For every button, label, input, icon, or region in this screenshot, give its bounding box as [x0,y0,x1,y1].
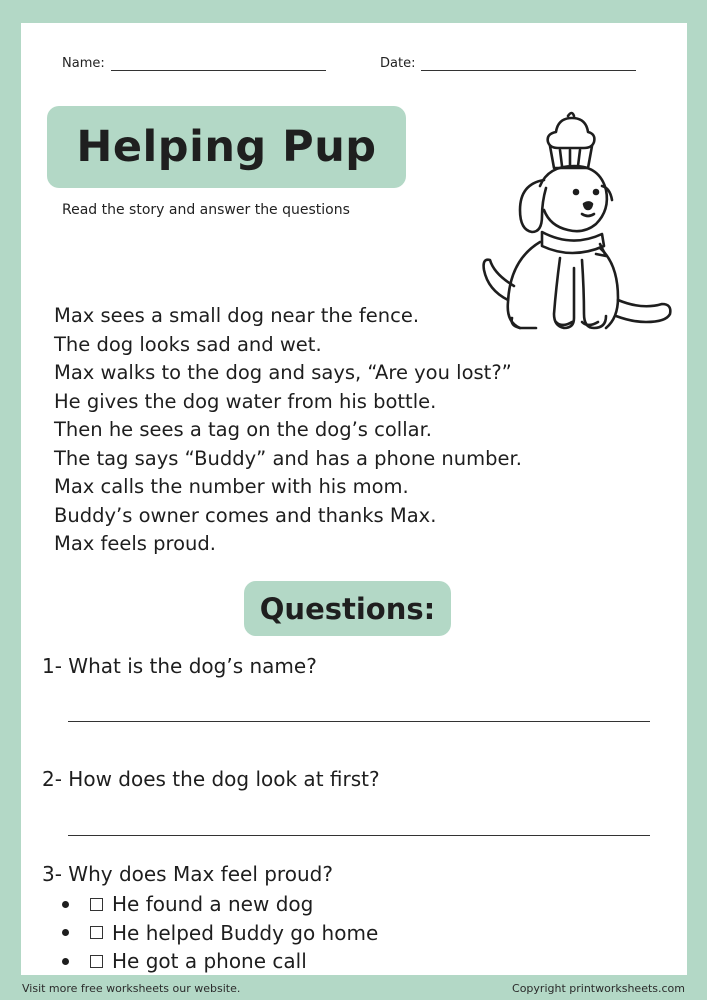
bullet-icon [62,929,69,936]
title-banner [47,106,406,188]
story-line: He gives the dog water from his bottle. [54,389,437,413]
option-item [60,947,378,976]
name-field [62,56,326,71]
story-passage [54,302,654,559]
date-line[interactable] [421,56,636,71]
checkbox-icon[interactable] [90,955,103,968]
question-2: 2- How does the dog look at first? [42,767,380,791]
checkbox-icon[interactable] [90,898,103,911]
bullet-icon [62,901,69,908]
story-line: Max walks to the dog and says, “Are you lost?” [54,361,512,384]
story-line: Buddy’s owner comes and thanks Max. [54,503,437,527]
checkbox-icon[interactable] [90,926,103,939]
option-item [60,919,378,948]
name-line[interactable] [111,56,326,71]
option-label: He helped Buddy go home [112,920,379,945]
story-line: Max feels proud. [54,532,216,555]
date-field [380,56,636,71]
instructions: Read the story and answer the questions [62,202,350,218]
option-label: He got a phone call [112,949,307,973]
answer-options [60,890,378,976]
question-1: 1- What is the dog’s name? [42,654,317,678]
footer-copyright: Copyright printworksheets.com [512,982,685,995]
date-label: Date: [380,56,416,71]
story-line: Max sees a small dog near the fence. [54,304,420,327]
name-label: Name: [62,56,105,71]
story-line: The dog looks sad and wet. [54,332,322,356]
story-line: Max calls the number with his mom. [54,475,409,498]
story-line: The tag says “Buddy” and has a phone number. [54,446,522,470]
question-3: 3- Why does Max feel proud? [42,862,333,886]
option-label: He found a new dog [112,892,314,916]
story-line: Then he sees a tag on the dog’s collar. [54,418,433,441]
answer-line-2[interactable] [68,835,650,836]
page-title: Helping Pup [76,122,377,172]
questions-banner [244,581,451,636]
footer-website-note: Visit more free worksheets our website. [22,982,241,995]
option-item [60,890,378,919]
questions-heading: Questions: [259,591,436,626]
bullet-icon [62,958,69,965]
answer-line-1[interactable] [68,721,650,722]
